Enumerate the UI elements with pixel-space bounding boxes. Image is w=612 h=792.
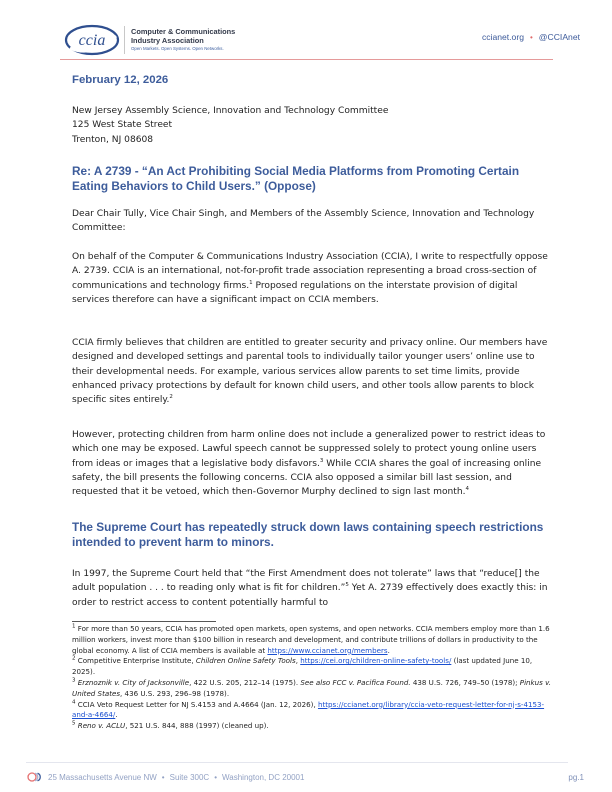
- footnote-text: , 422 U.S. 205, 212–14 (1975).: [189, 677, 301, 687]
- footnote-text: .: [115, 710, 118, 720]
- footnote-3: [72, 678, 552, 700]
- footnote-text: 438 U.S. 726, 749–50 (1978);: [410, 677, 520, 687]
- separator-dot: •: [529, 32, 533, 42]
- address-line: Trenton, NJ 08608: [72, 134, 154, 145]
- case-name: See also FCC v. Pacifica Found.: [300, 677, 411, 687]
- header-divider: [60, 59, 553, 60]
- footnote-number: 3: [72, 677, 76, 684]
- footnote-ref[interactable]: 4: [465, 486, 469, 493]
- footnote-text: ,: [295, 656, 301, 666]
- footnote-link[interactable]: https://www.ccianet.org/members: [267, 645, 388, 655]
- paragraph-text: Yet A. 2739 effectively does exactly this: in order to restrict access to content potentially harmful to: [72, 583, 548, 608]
- footnote-link[interactable]: https://ccianet.org/library/ccia-veto-request-letter-for-nj-s-4153-and-a-4664/: [72, 699, 545, 720]
- footnote-4: [72, 700, 552, 722]
- footer-street: 25 Massachusetts Avenue NW: [48, 772, 157, 782]
- paragraph-text: While CCIA shares the goal of increasing online safety, the bill presents the following concerns. CCIA also opposed a similar bill last session, and requested that it be vetoed, which then-Governor Murphy declined to sign last month.: [72, 458, 542, 498]
- footnote-number: 5: [72, 720, 76, 727]
- ccia-logo: [64, 24, 235, 56]
- footnote-number: 2: [72, 656, 76, 663]
- page-footer: [27, 770, 584, 784]
- footnote-text: .: [387, 645, 390, 655]
- address-line: 125 West State Street: [72, 120, 173, 131]
- footer-city: Washington, DC 20001: [222, 772, 305, 782]
- footnote-ref[interactable]: 5: [345, 582, 349, 589]
- letter-date: February 12, 2026: [72, 74, 169, 86]
- recipient-address: [72, 104, 388, 147]
- paragraph-concerns: [72, 428, 552, 499]
- paragraph-text: In 1997, the Supreme Court held that “the First Amendment does not tolerate” laws that “reduce[] the adult population . . . to reading only what is fit for children.”: [72, 569, 540, 594]
- footnote-1: [72, 624, 552, 656]
- footer-divider: [26, 762, 568, 763]
- letterhead: [0, 0, 612, 62]
- salutation: Dear Chair Tully, Vice Chair Singh, and Members of the Assembly Science, Innovation and Technology Committee:: [72, 209, 535, 234]
- footnote-number: 1: [72, 623, 76, 630]
- footnote-title: Children Online Safety Tools: [195, 656, 296, 666]
- paragraph-text: CCIA firmly believes that children are entitled to greater security and privacy online. Our members have designed and developed settings and parental tools to individually tailor younger users’ online use to their developmental needs. For example, various services allow parents to set time limits, provide enhanced privacy protections by default for known child users, and other tools allow parents to block specific sites entirely.: [72, 338, 548, 406]
- logo-text: ccia: [78, 32, 106, 49]
- logo-divider: [124, 26, 125, 54]
- paragraph-text: On behalf of the Computer & Communications Industry Association (CCIA), I write to respectfully oppose A. 2739. CCIA is an international, not-for-profit trade association representing a broad cross-section of communications and technology firms.: [72, 252, 548, 291]
- footnote-text: Competitive Enterprise Institute,: [75, 656, 196, 666]
- footnote-ref[interactable]: 2: [169, 394, 173, 401]
- logo-wordmark: [131, 28, 235, 51]
- social-handle-link[interactable]: @CCIAnet: [538, 32, 580, 42]
- org-name-line2: Industry Association: [131, 35, 204, 45]
- footnotes: [72, 624, 552, 732]
- footnote-5: [72, 721, 552, 732]
- separator-dot: •: [214, 772, 218, 782]
- footnote-2: [72, 656, 552, 678]
- subject-heading: Re: A 2739 - “An Act Prohibiting Social Media Platforms from Promoting Certain Eating Behaviors to Child Users.” (Oppose): [72, 164, 520, 193]
- footer-suite: Suite 300C: [169, 772, 210, 782]
- footnote-text: , 436 U.S. 293, 296–98 (1978).: [120, 688, 230, 698]
- footnote-number: 4: [72, 699, 76, 706]
- org-tagline: Open Markets. Open Systems. Open Networks.: [131, 45, 224, 51]
- footnote-text: CCIA Veto Request Letter for NJ S.4153 and A.4664 (Jan. 12, 2026),: [75, 699, 318, 709]
- footnote-text: For more than 50 years, CCIA has promoted open markets, open systems, and open networks. CCIA members employ more than 1.6 million workers, invest more than $100 billion in research and development, and contribute trillions of dollars in productivity to the global economy. A list of CCIA members is available at: [72, 624, 550, 655]
- footnote-divider: [72, 621, 216, 622]
- header-links: [482, 32, 580, 42]
- ccia-rings-icon: [27, 772, 43, 782]
- paragraph-text: Proposed regulations on the interstate provision of digital services therefore can have a significant impact on CCIA members.: [72, 280, 518, 305]
- case-name: Reno v. ACLU: [77, 721, 126, 731]
- footnote-text: , 521 U.S. 844, 888 (1997) (cleaned up).: [125, 721, 269, 731]
- website-link[interactable]: ccianet.org: [481, 32, 524, 42]
- paragraph-supreme-court: [72, 567, 552, 610]
- case-name: Erznoznik v. City of Jacksonville: [77, 677, 190, 687]
- section-heading: The Supreme Court has repeatedly struck down laws containing speech restrictions intended to prevent harm to minors.: [72, 520, 544, 549]
- paragraph-intro: [72, 250, 552, 307]
- case-name: Pinkus v. United States: [72, 677, 551, 698]
- page-number: pg.1: [568, 772, 584, 782]
- footnote-ref[interactable]: 3: [319, 457, 324, 464]
- address-line: New Jersey Assembly Science, Innovation and Technology Committee: [72, 106, 389, 116]
- ccia-logo-icon: [64, 24, 120, 56]
- footnote-ref[interactable]: 1: [249, 279, 253, 286]
- org-name-line1: Computer & Communications: [131, 27, 236, 37]
- footnote-text: (last updated June 10, 2025).: [72, 656, 533, 677]
- separator-dot: •: [161, 772, 165, 782]
- paragraph-parental-tools: [72, 336, 552, 407]
- paragraph-text: However, protecting children from harm online does not include a generalized power to restrict ideas to which one may be exposed. Lawful speech cannot be suppressed solely to protect young online users from ideas or images that a legislative body disfavors.: [72, 430, 546, 469]
- footnote-link[interactable]: https://cei.org/children-online-safety-tools/: [300, 656, 452, 666]
